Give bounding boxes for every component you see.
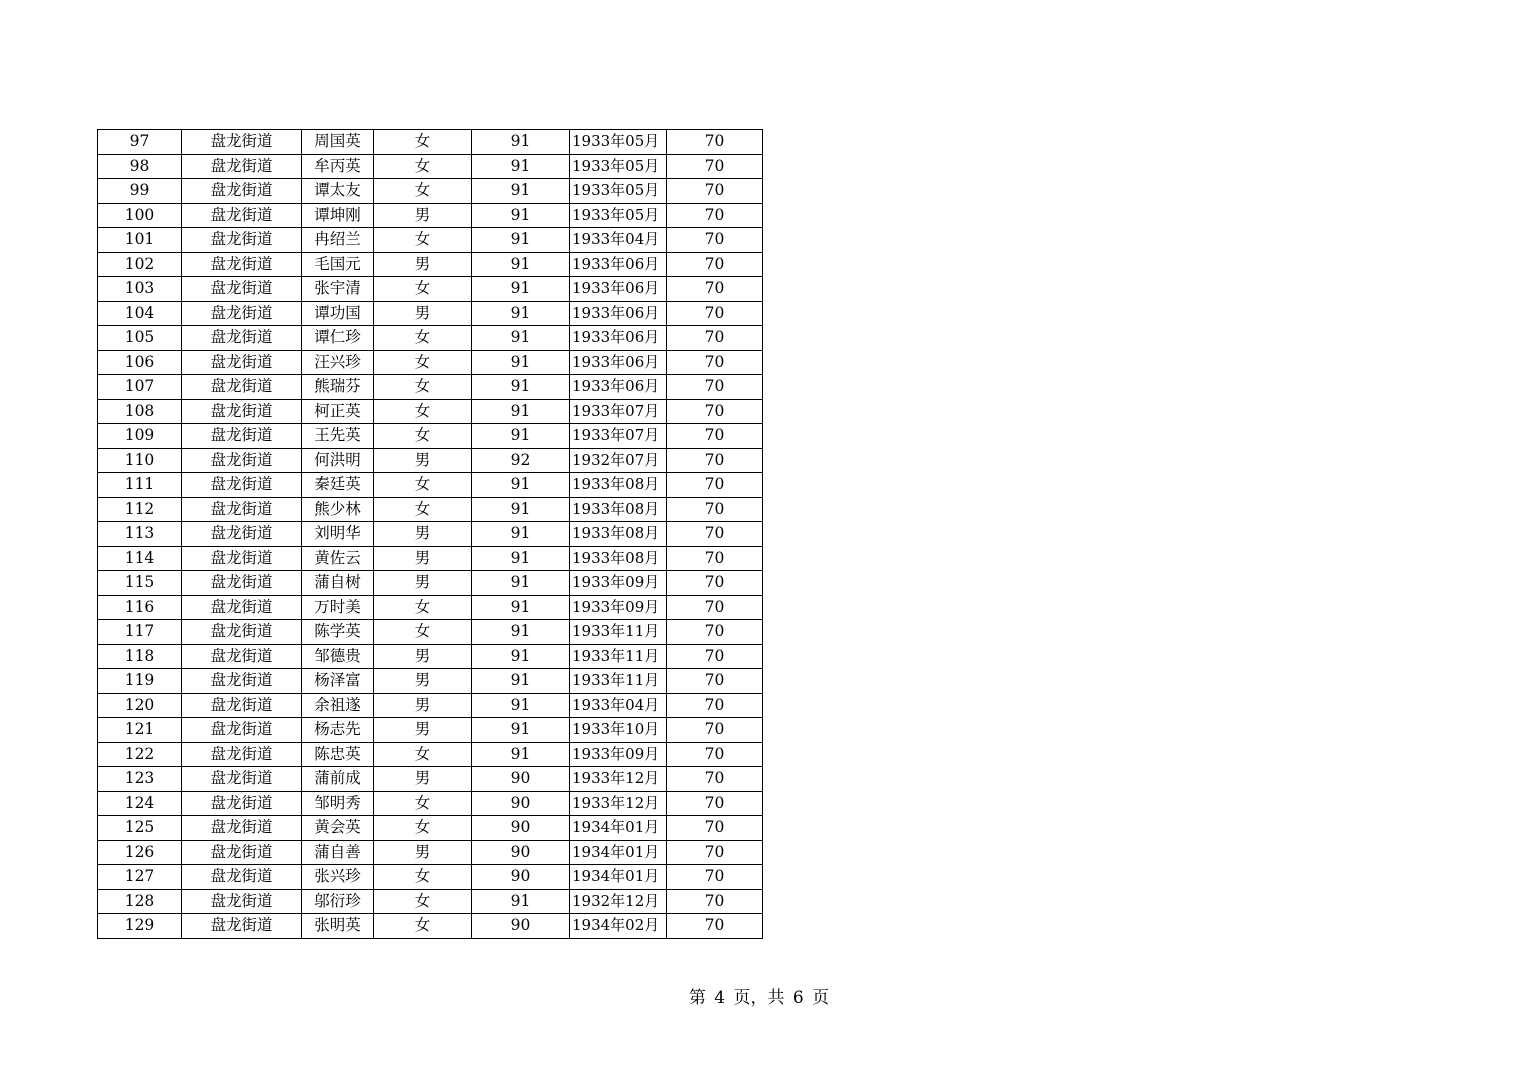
cell-index: 126 <box>98 840 182 865</box>
cell-name: 周国英 <box>302 130 374 155</box>
table-row <box>98 424 763 449</box>
cell-street: 盘龙街道 <box>182 669 302 694</box>
cell-index: 124 <box>98 791 182 816</box>
cell-name: 张宇清 <box>302 277 374 302</box>
cell-index: 119 <box>98 669 182 694</box>
cell-gender: 女 <box>374 620 472 645</box>
table-row <box>98 595 763 620</box>
cell-gender: 男 <box>374 840 472 865</box>
cell-amount: 70 <box>667 595 763 620</box>
cell-gender: 男 <box>374 693 472 718</box>
cell-gender: 女 <box>374 154 472 179</box>
cell-age: 91 <box>472 889 570 914</box>
cell-amount: 70 <box>667 546 763 571</box>
cell-index: 122 <box>98 742 182 767</box>
cell-name: 柯正英 <box>302 399 374 424</box>
cell-age: 91 <box>472 669 570 694</box>
table-row <box>98 154 763 179</box>
cell-amount: 70 <box>667 669 763 694</box>
cell-street: 盘龙街道 <box>182 742 302 767</box>
cell-birth-date: 1933年06月 <box>570 350 667 375</box>
cell-index: 116 <box>98 595 182 620</box>
cell-age: 91 <box>472 154 570 179</box>
cell-age: 90 <box>472 816 570 841</box>
cell-birth-date: 1933年09月 <box>570 742 667 767</box>
table-row <box>98 546 763 571</box>
cell-gender: 男 <box>374 718 472 743</box>
cell-name: 毛国元 <box>302 252 374 277</box>
cell-amount: 70 <box>667 693 763 718</box>
table-row <box>98 448 763 473</box>
table-row <box>98 791 763 816</box>
cell-index: 117 <box>98 620 182 645</box>
table-row <box>98 497 763 522</box>
cell-birth-date: 1934年01月 <box>570 840 667 865</box>
cell-name: 万时美 <box>302 595 374 620</box>
cell-amount: 70 <box>667 522 763 547</box>
cell-age: 91 <box>472 326 570 351</box>
cell-gender: 女 <box>374 791 472 816</box>
cell-amount: 70 <box>667 252 763 277</box>
cell-birth-date: 1933年06月 <box>570 326 667 351</box>
cell-index: 121 <box>98 718 182 743</box>
cell-street: 盘龙街道 <box>182 130 302 155</box>
cell-index: 103 <box>98 277 182 302</box>
cell-amount: 70 <box>667 424 763 449</box>
cell-age: 91 <box>472 130 570 155</box>
table-row <box>98 228 763 253</box>
table-row <box>98 277 763 302</box>
cell-amount: 70 <box>667 889 763 914</box>
cell-index: 118 <box>98 644 182 669</box>
cell-gender: 女 <box>374 130 472 155</box>
table-row <box>98 301 763 326</box>
cell-gender: 女 <box>374 816 472 841</box>
data-table-container <box>97 129 763 939</box>
cell-amount: 70 <box>667 326 763 351</box>
cell-birth-date: 1933年08月 <box>570 522 667 547</box>
cell-amount: 70 <box>667 473 763 498</box>
cell-street: 盘龙街道 <box>182 228 302 253</box>
table-row <box>98 252 763 277</box>
cell-street: 盘龙街道 <box>182 620 302 645</box>
cell-index: 112 <box>98 497 182 522</box>
table-row <box>98 350 763 375</box>
cell-index: 129 <box>98 914 182 939</box>
cell-name: 蒲自善 <box>302 840 374 865</box>
cell-name: 牟丙英 <box>302 154 374 179</box>
cell-gender: 男 <box>374 669 472 694</box>
cell-name: 王先英 <box>302 424 374 449</box>
cell-street: 盘龙街道 <box>182 914 302 939</box>
cell-age: 91 <box>472 375 570 400</box>
cell-birth-date: 1933年11月 <box>570 669 667 694</box>
cell-birth-date: 1933年07月 <box>570 399 667 424</box>
cell-street: 盘龙街道 <box>182 816 302 841</box>
cell-amount: 70 <box>667 620 763 645</box>
cell-name: 黄会英 <box>302 816 374 841</box>
cell-age: 91 <box>472 252 570 277</box>
cell-gender: 女 <box>374 228 472 253</box>
cell-birth-date: 1932年12月 <box>570 889 667 914</box>
cell-amount: 70 <box>667 130 763 155</box>
cell-index: 114 <box>98 546 182 571</box>
cell-gender: 男 <box>374 448 472 473</box>
cell-name: 邹德贵 <box>302 644 374 669</box>
cell-index: 102 <box>98 252 182 277</box>
cell-name: 蒲前成 <box>302 767 374 792</box>
table-row <box>98 914 763 939</box>
cell-index: 108 <box>98 399 182 424</box>
cell-age: 91 <box>472 301 570 326</box>
cell-amount: 70 <box>667 644 763 669</box>
cell-amount: 70 <box>667 767 763 792</box>
cell-birth-date: 1933年05月 <box>570 154 667 179</box>
cell-age: 91 <box>472 473 570 498</box>
cell-street: 盘龙街道 <box>182 154 302 179</box>
cell-name: 谭功国 <box>302 301 374 326</box>
cell-name: 邬衍珍 <box>302 889 374 914</box>
cell-age: 91 <box>472 693 570 718</box>
cell-age: 91 <box>472 399 570 424</box>
cell-age: 91 <box>472 497 570 522</box>
table-row <box>98 865 763 890</box>
cell-age: 92 <box>472 448 570 473</box>
cell-name: 刘明华 <box>302 522 374 547</box>
cell-birth-date: 1933年08月 <box>570 546 667 571</box>
cell-index: 120 <box>98 693 182 718</box>
cell-gender: 女 <box>374 350 472 375</box>
cell-amount: 70 <box>667 914 763 939</box>
table-row <box>98 767 763 792</box>
cell-name: 秦廷英 <box>302 473 374 498</box>
cell-birth-date: 1933年11月 <box>570 644 667 669</box>
cell-amount: 70 <box>667 816 763 841</box>
cell-street: 盘龙街道 <box>182 693 302 718</box>
cell-gender: 男 <box>374 571 472 596</box>
cell-amount: 70 <box>667 718 763 743</box>
table-row <box>98 203 763 228</box>
cell-amount: 70 <box>667 203 763 228</box>
cell-age: 90 <box>472 865 570 890</box>
cell-gender: 男 <box>374 522 472 547</box>
cell-street: 盘龙街道 <box>182 767 302 792</box>
cell-name: 谭仁珍 <box>302 326 374 351</box>
table-row <box>98 669 763 694</box>
cell-name: 邹明秀 <box>302 791 374 816</box>
cell-amount: 70 <box>667 179 763 204</box>
cell-index: 127 <box>98 865 182 890</box>
cell-amount: 70 <box>667 154 763 179</box>
cell-street: 盘龙街道 <box>182 546 302 571</box>
cell-street: 盘龙街道 <box>182 644 302 669</box>
cell-index: 110 <box>98 448 182 473</box>
cell-age: 91 <box>472 228 570 253</box>
cell-age: 90 <box>472 840 570 865</box>
cell-street: 盘龙街道 <box>182 718 302 743</box>
table-row <box>98 718 763 743</box>
cell-gender: 女 <box>374 889 472 914</box>
cell-gender: 女 <box>374 179 472 204</box>
cell-birth-date: 1934年01月 <box>570 865 667 890</box>
cell-age: 91 <box>472 595 570 620</box>
cell-gender: 男 <box>374 203 472 228</box>
cell-name: 杨志先 <box>302 718 374 743</box>
cell-birth-date: 1933年05月 <box>570 203 667 228</box>
cell-age: 91 <box>472 424 570 449</box>
cell-gender: 男 <box>374 252 472 277</box>
table-row <box>98 742 763 767</box>
cell-index: 106 <box>98 350 182 375</box>
cell-birth-date: 1933年04月 <box>570 693 667 718</box>
cell-street: 盘龙街道 <box>182 399 302 424</box>
cell-amount: 70 <box>667 350 763 375</box>
cell-index: 105 <box>98 326 182 351</box>
cell-index: 109 <box>98 424 182 449</box>
cell-street: 盘龙街道 <box>182 375 302 400</box>
cell-street: 盘龙街道 <box>182 522 302 547</box>
cell-birth-date: 1933年07月 <box>570 424 667 449</box>
cell-gender: 女 <box>374 497 472 522</box>
cell-street: 盘龙街道 <box>182 840 302 865</box>
cell-name: 汪兴珍 <box>302 350 374 375</box>
cell-index: 123 <box>98 767 182 792</box>
cell-street: 盘龙街道 <box>182 252 302 277</box>
cell-age: 91 <box>472 718 570 743</box>
cell-name: 蒲自树 <box>302 571 374 596</box>
table-row <box>98 644 763 669</box>
cell-street: 盘龙街道 <box>182 277 302 302</box>
cell-amount: 70 <box>667 840 763 865</box>
cell-birth-date: 1934年01月 <box>570 816 667 841</box>
cell-gender: 女 <box>374 424 472 449</box>
cell-gender: 女 <box>374 277 472 302</box>
table-row <box>98 571 763 596</box>
table-row <box>98 816 763 841</box>
cell-birth-date: 1933年05月 <box>570 179 667 204</box>
page-footer <box>0 983 1520 1008</box>
cell-gender: 女 <box>374 742 472 767</box>
cell-birth-date: 1933年12月 <box>570 791 667 816</box>
table-row <box>98 620 763 645</box>
cell-name: 陈学英 <box>302 620 374 645</box>
cell-birth-date: 1933年09月 <box>570 571 667 596</box>
cell-age: 91 <box>472 644 570 669</box>
table-row <box>98 130 763 155</box>
cell-amount: 70 <box>667 448 763 473</box>
cell-name: 余祖遂 <box>302 693 374 718</box>
cell-age: 91 <box>472 742 570 767</box>
cell-gender: 男 <box>374 546 472 571</box>
cell-amount: 70 <box>667 277 763 302</box>
cell-gender: 女 <box>374 595 472 620</box>
cell-street: 盘龙街道 <box>182 473 302 498</box>
cell-street: 盘龙街道 <box>182 424 302 449</box>
table-row <box>98 473 763 498</box>
cell-name: 黄佐云 <box>302 546 374 571</box>
cell-index: 107 <box>98 375 182 400</box>
table-row <box>98 179 763 204</box>
cell-age: 91 <box>472 522 570 547</box>
table-row <box>98 399 763 424</box>
cell-name: 杨泽富 <box>302 669 374 694</box>
cell-age: 91 <box>472 277 570 302</box>
cell-name: 谭太友 <box>302 179 374 204</box>
page-number-text: 第 4 页，共 6 页 <box>688 988 830 1008</box>
cell-amount: 70 <box>667 399 763 424</box>
cell-name: 张兴珍 <box>302 865 374 890</box>
cell-gender: 女 <box>374 865 472 890</box>
cell-age: 91 <box>472 546 570 571</box>
cell-index: 101 <box>98 228 182 253</box>
cell-age: 91 <box>472 350 570 375</box>
cell-birth-date: 1933年06月 <box>570 301 667 326</box>
cell-birth-date: 1933年08月 <box>570 497 667 522</box>
cell-amount: 70 <box>667 742 763 767</box>
table-row <box>98 840 763 865</box>
cell-gender: 女 <box>374 914 472 939</box>
cell-index: 125 <box>98 816 182 841</box>
cell-street: 盘龙街道 <box>182 497 302 522</box>
cell-gender: 男 <box>374 767 472 792</box>
cell-age: 91 <box>472 203 570 228</box>
cell-gender: 男 <box>374 301 472 326</box>
cell-birth-date: 1933年06月 <box>570 277 667 302</box>
cell-name: 陈忠英 <box>302 742 374 767</box>
cell-age: 91 <box>472 571 570 596</box>
cell-gender: 女 <box>374 399 472 424</box>
table-row <box>98 375 763 400</box>
table-row <box>98 522 763 547</box>
cell-birth-date: 1933年10月 <box>570 718 667 743</box>
cell-amount: 70 <box>667 791 763 816</box>
cell-age: 90 <box>472 767 570 792</box>
cell-index: 115 <box>98 571 182 596</box>
cell-street: 盘龙街道 <box>182 203 302 228</box>
cell-street: 盘龙街道 <box>182 865 302 890</box>
cell-name: 熊少林 <box>302 497 374 522</box>
cell-index: 99 <box>98 179 182 204</box>
table-row <box>98 693 763 718</box>
cell-index: 128 <box>98 889 182 914</box>
cell-index: 97 <box>98 130 182 155</box>
data-table <box>97 129 763 939</box>
cell-age: 90 <box>472 791 570 816</box>
cell-birth-date: 1934年02月 <box>570 914 667 939</box>
cell-street: 盘龙街道 <box>182 889 302 914</box>
cell-street: 盘龙街道 <box>182 595 302 620</box>
table-row <box>98 326 763 351</box>
cell-age: 91 <box>472 620 570 645</box>
cell-age: 90 <box>472 914 570 939</box>
cell-street: 盘龙街道 <box>182 448 302 473</box>
cell-street: 盘龙街道 <box>182 791 302 816</box>
cell-gender: 女 <box>374 473 472 498</box>
cell-index: 104 <box>98 301 182 326</box>
cell-birth-date: 1933年12月 <box>570 767 667 792</box>
cell-name: 冉绍兰 <box>302 228 374 253</box>
cell-index: 113 <box>98 522 182 547</box>
cell-amount: 70 <box>667 301 763 326</box>
cell-name: 熊瑞芬 <box>302 375 374 400</box>
cell-birth-date: 1933年11月 <box>570 620 667 645</box>
cell-gender: 女 <box>374 326 472 351</box>
cell-birth-date: 1933年06月 <box>570 375 667 400</box>
cell-amount: 70 <box>667 865 763 890</box>
cell-index: 100 <box>98 203 182 228</box>
cell-street: 盘龙街道 <box>182 179 302 204</box>
cell-gender: 女 <box>374 375 472 400</box>
cell-name: 张明英 <box>302 914 374 939</box>
cell-birth-date: 1933年08月 <box>570 473 667 498</box>
cell-index: 98 <box>98 154 182 179</box>
table-body <box>98 130 763 939</box>
cell-birth-date: 1932年07月 <box>570 448 667 473</box>
cell-street: 盘龙街道 <box>182 571 302 596</box>
cell-amount: 70 <box>667 228 763 253</box>
cell-birth-date: 1933年04月 <box>570 228 667 253</box>
cell-gender: 男 <box>374 644 472 669</box>
cell-birth-date: 1933年05月 <box>570 130 667 155</box>
table-row <box>98 889 763 914</box>
cell-street: 盘龙街道 <box>182 350 302 375</box>
cell-street: 盘龙街道 <box>182 326 302 351</box>
cell-street: 盘龙街道 <box>182 301 302 326</box>
cell-birth-date: 1933年06月 <box>570 252 667 277</box>
cell-amount: 70 <box>667 497 763 522</box>
cell-name: 何洪明 <box>302 448 374 473</box>
cell-index: 111 <box>98 473 182 498</box>
cell-age: 91 <box>472 179 570 204</box>
cell-birth-date: 1933年09月 <box>570 595 667 620</box>
cell-amount: 70 <box>667 375 763 400</box>
cell-amount: 70 <box>667 571 763 596</box>
cell-name: 谭坤刚 <box>302 203 374 228</box>
